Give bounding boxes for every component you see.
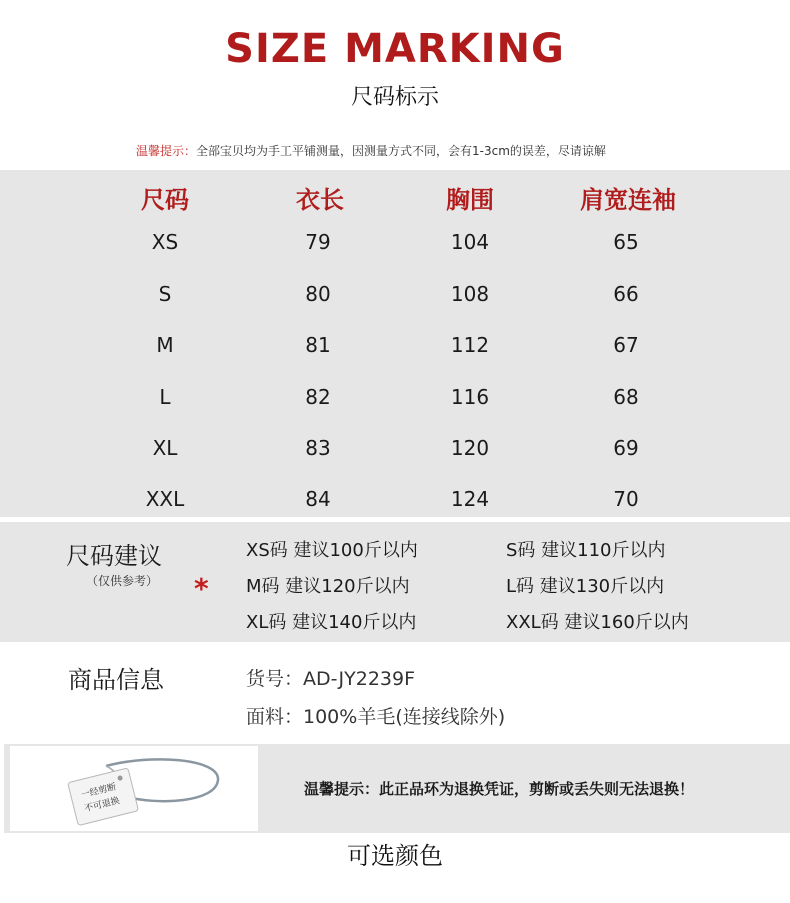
shoulder-value: 70 bbox=[613, 487, 639, 511]
size-label: S bbox=[158, 282, 172, 306]
length-value: 81 bbox=[305, 333, 331, 357]
recommendation-item: XL码 建议140斤以内 bbox=[246, 612, 417, 633]
length-value: 84 bbox=[305, 487, 331, 511]
tag-panel bbox=[4, 744, 790, 833]
header-shoulder-sleeve: 肩宽连袖 bbox=[580, 186, 676, 214]
recommendation-item: L码 建议130斤以内 bbox=[506, 576, 665, 597]
length-value: 80 bbox=[305, 282, 331, 306]
header-size: 尺码 bbox=[141, 186, 189, 214]
header-chest: 胸围 bbox=[446, 186, 494, 214]
recommendation-item: XS码 建议100斤以内 bbox=[246, 540, 418, 561]
page-title: SIZE MARKING bbox=[225, 26, 565, 72]
size-label: L bbox=[159, 385, 171, 409]
tag-text-line-1: 一经剪断 bbox=[80, 782, 118, 801]
size-label: XS bbox=[151, 230, 179, 254]
notice-text: 全部宝贝均为手工平铺测量，因测量方式不同，会有1-3cm的误差，尽请谅解 bbox=[196, 144, 606, 158]
security-tag-image bbox=[10, 746, 258, 831]
shoulder-value: 66 bbox=[613, 282, 639, 306]
size-label: XXL bbox=[145, 487, 185, 511]
header-length: 衣长 bbox=[296, 186, 344, 214]
recommendation-title: 尺码建议 bbox=[66, 542, 162, 570]
item-number: 货号：AD-JY2239F bbox=[246, 668, 416, 690]
size-recommendation bbox=[0, 522, 790, 642]
size-label: XL bbox=[152, 436, 178, 460]
chest-value: 108 bbox=[450, 282, 490, 306]
tag-notice: 温馨提示：此正品环为退换凭证，剪断或丢失则无法退换！ bbox=[304, 780, 695, 798]
shoulder-value: 65 bbox=[613, 230, 639, 254]
shoulder-value: 67 bbox=[613, 333, 639, 357]
security-tag-icon bbox=[10, 746, 258, 831]
chest-value: 120 bbox=[450, 436, 490, 460]
fabric-info: 面料：100%羊毛(连接线除外) bbox=[246, 706, 506, 728]
length-value: 82 bbox=[305, 385, 331, 409]
size-table bbox=[0, 170, 790, 517]
shoulder-value: 69 bbox=[613, 436, 639, 460]
product-info-title: 商品信息 bbox=[68, 666, 164, 694]
shoulder-value: 68 bbox=[613, 385, 639, 409]
tag-text-line-2: 不可退换 bbox=[83, 796, 121, 815]
colors-title: 可选颜色 bbox=[347, 842, 443, 870]
notice-label: 温馨提示： bbox=[136, 144, 197, 158]
chest-value: 124 bbox=[450, 487, 490, 511]
recommendation-item: S码 建议110斤以内 bbox=[506, 540, 666, 561]
recommendation-subtitle: （仅供参考） bbox=[86, 574, 159, 588]
size-label: M bbox=[156, 333, 174, 357]
length-value: 79 bbox=[305, 230, 331, 254]
page-subtitle: 尺码标示 bbox=[350, 85, 439, 110]
chest-value: 104 bbox=[450, 230, 490, 254]
length-value: 83 bbox=[305, 436, 331, 460]
chest-value: 112 bbox=[450, 333, 490, 357]
chest-value: 116 bbox=[450, 385, 490, 409]
asterisk-icon: * bbox=[194, 572, 209, 605]
recommendation-item: M码 建议120斤以内 bbox=[246, 576, 410, 597]
recommendation-item: XXL码 建议160斤以内 bbox=[506, 612, 689, 633]
measurement-notice bbox=[136, 142, 606, 159]
